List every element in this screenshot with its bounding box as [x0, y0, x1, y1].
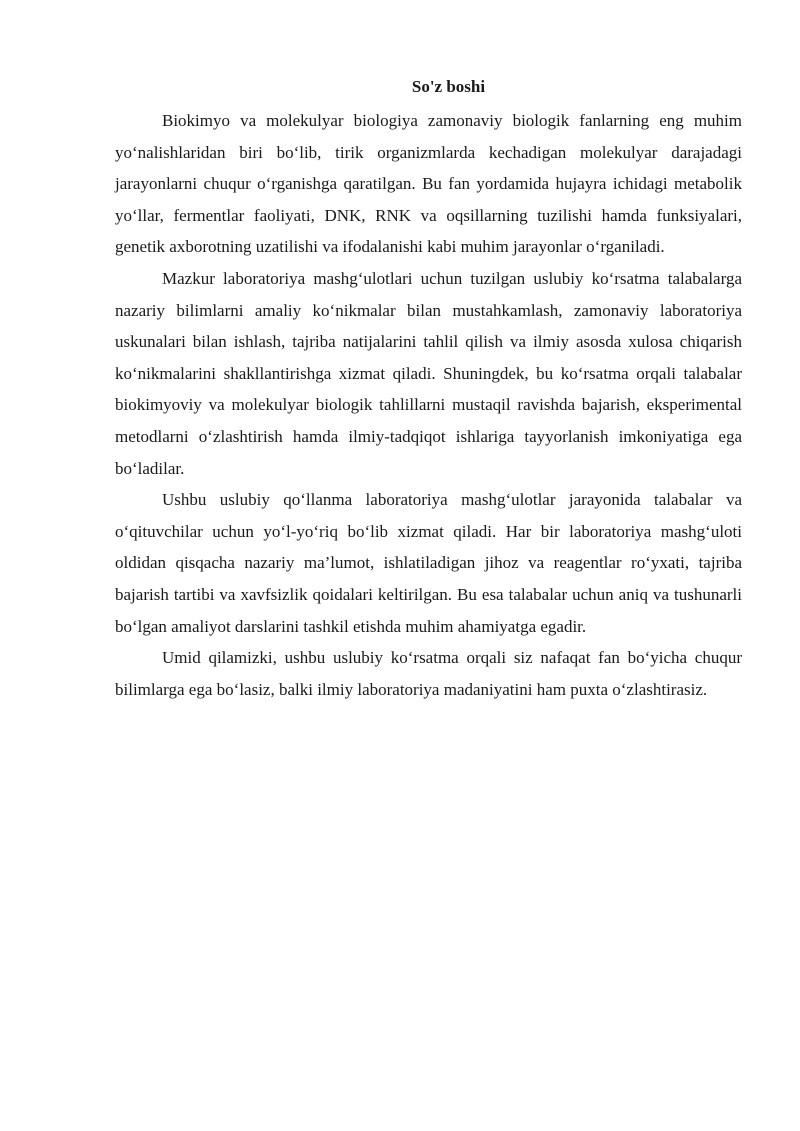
paragraph-closing: Umid qilamizki, ushbu uslubiy ko‘rsatma orqali siz nafaqat fan bo‘yicha chuqur bilimlarga ega bo‘lasiz, balki ilmiy laboratoriya madaniyatini ham puxta o‘zlashtirasiz. [115, 648, 742, 699]
paragraph-structure: Ushbu uslubiy qo‘llanma laboratoriya mashg‘ulotlar jarayonida talabalar va o‘qituvchilar uchun yo‘l-yo‘riq bo‘lib xizmat qiladi. Har bir laboratoriya mashg‘uloti oldidan qisqacha nazariy ma’lumot, ishlatiladigan jihoz va reagentlar ro‘yxati, tajriba bajarish tartibi va xavfsizlik qoidalari keltirilgan. Bu esa talabalar uchun aniq va tushunarli bo‘lgan amaliyot darslarini tashkil etishda muhim ahamiyatga egadir. [115, 490, 742, 636]
paragraph-intro: Biokimyo va molekulyar biologiya zamonaviy biologik fanlarning eng muhim yo‘nalishlaridan biri bo‘lib, tirik organizmlarda kechadigan molekulyar darajadagi jarayonlarni chuqur o‘rganishga qaratilgan. Bu fan yordamida hujayra ichidagi metabolik yo‘llar, fermentlar faoliyati, DNK, RNK va oqsillarning tuzilishi hamda funksiyalari, genetik axborotning uzatilishi va ifodalanishi kabi muhim jarayonlar o‘rganiladi. [115, 111, 742, 257]
document-body [115, 74, 742, 705]
page-title: So'z boshi [411, 77, 486, 96]
paragraph-purpose: Mazkur laboratoriya mashg‘ulotlari uchun tuzilgan uslubiy ko‘rsatma talabalarga nazariy bilimlarni amaliy ko‘nikmalar bilan mustahkamlash, zamonaviy laboratoriya uskunalari bilan ishlash, tajriba natijalarini tahlil qilish va ilmiy asosda xulosa chiqarish ko‘nikmalarini shakllantirishga xizmat qiladi. Shuningdek, bu ko‘rsatma orqali talabalar biokimyoviy va molekulyar biologik tahlillarni mustaqil ravishda bajarish, eksperimental metodlarni o‘zlashtirish hamda ilmiy-tadqiqot ishlariga tayyorlanish imkoniyatiga ega bo‘ladilar. [115, 268, 742, 478]
